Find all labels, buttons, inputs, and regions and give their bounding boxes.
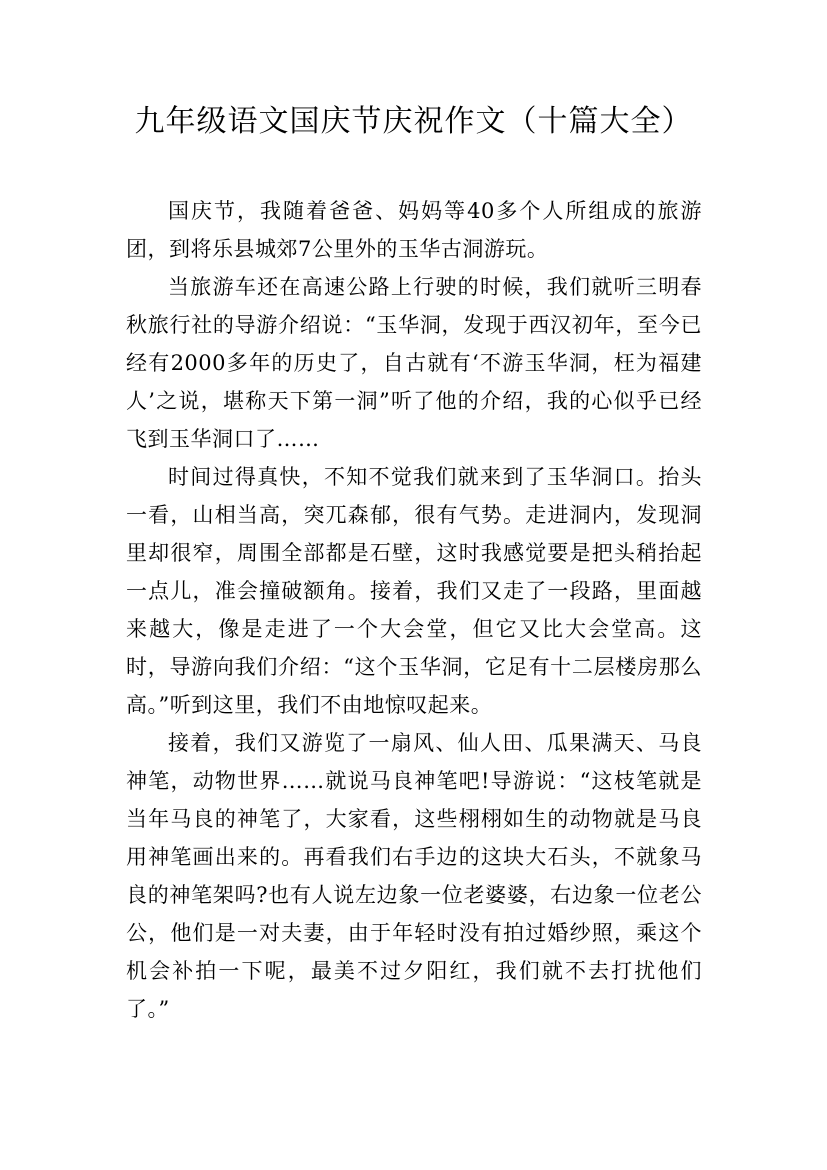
document-body bbox=[126, 192, 702, 1028]
paragraph: 当旅游车还在高速公路上行驶的时候，我们就听三明春秋旅行社的导游介绍说：“玉华洞，发现于西汉初年，至今已经有2000多年的历史了，自古就有‘不游玉华洞，枉为福建人’之说，堪称天下第一洞”听了他的介绍，我的心似乎已经飞到玉华洞口了…… bbox=[126, 275, 702, 451]
paragraph: 时间过得真快，不知不觉我们就来到了玉华洞口。抬头一看，山相当高，突兀森郁，很有气势。走进洞内，发现洞里却很窄，周围全部都是石壁，这时我感觉要是把头稍抬起一点儿，准会撞破额角。接着，我们又走了一段路，里面越来越大，像是走进了一个大会堂，但它又比大会堂高。这时，导游向我们介绍：“这个玉华洞，它足有十二层楼房那么高。”听到这里，我们不由地惊叹起来。 bbox=[126, 465, 702, 717]
document-title: 九年级语文国庆节庆祝作文（十篇大全） bbox=[134, 104, 693, 139]
paragraph: 国庆节，我随着爸爸、妈妈等40多个人所组成的旅游团，到将乐县城郊7公里外的玉华古洞游玩。 bbox=[126, 199, 702, 261]
paragraph: 接着，我们又游览了一扇风、仙人田、瓜果满天、马良神笔，动物世界……就说马良神笔吧!导游说：“这枝笔就是当年马良的神笔了，大家看，这些栩栩如生的动物就是马良用神笔画出来的。再看我们右手边的这块大石头，不就象马良的神笔架吗?也有人说左边象一位老婆婆，右边象一位老公公，他们是一对夫妻，由于年轻时没有拍过婚纱照，乘这个机会补拍一下呢，最美不过夕阳红，我们就不去打扰他们了。” bbox=[126, 731, 702, 1021]
